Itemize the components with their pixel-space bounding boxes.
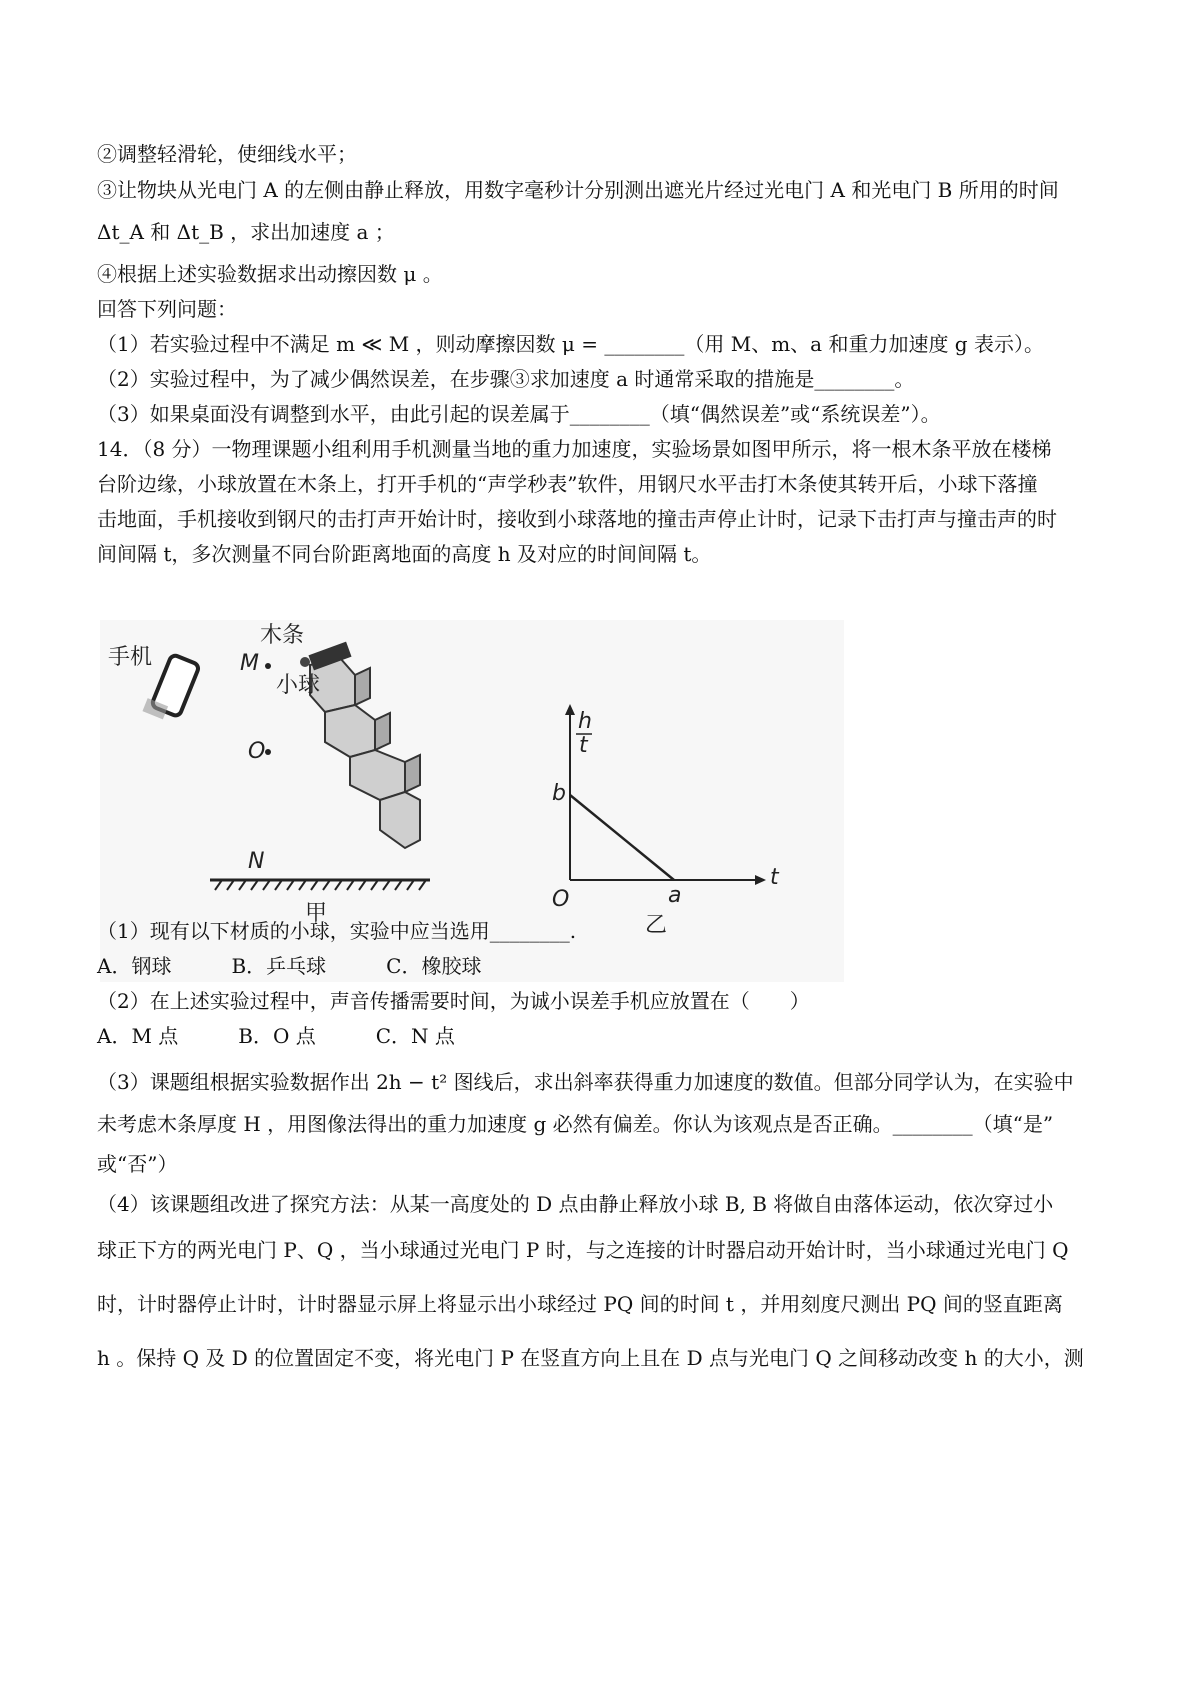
point-o-label: O [248, 739, 266, 764]
caption-yi: 乙 [645, 913, 668, 938]
intercept-a-label: a [668, 883, 682, 908]
ball [300, 657, 310, 667]
text-line-23: h 。保持 Q 及 D 的位置固定不变，将光电门 P 在竖直方向上且在 D 点与光电门 Q 之间移动改变 h 的大小，测 [97, 1346, 1084, 1370]
origin-label: O [552, 887, 570, 912]
point-o [265, 749, 271, 755]
text-line-20: （4）该课题组改进了探究方法：从某一高度处的 D 点由静止释放小球 B, B 将做自由落体运动，依次穿过小 [97, 1192, 1054, 1216]
intercept-b-label: b [552, 781, 566, 806]
text-line-18: 未考虑木条厚度 H ，用图像法得出的重力加速度 g 必然有偏差。你认为该观点是否正确。________（填“是” [97, 1112, 1054, 1136]
text-line-19: 或“否”） [97, 1152, 178, 1176]
text-line-14: A．钢球 B．乒乓球 C．橡胶球 [97, 954, 482, 978]
phone-label: 手机 [108, 645, 153, 670]
y-label-denominator: t [579, 733, 588, 758]
point-m [265, 663, 271, 669]
text-line-22: 时，计时器停止计时，计时器显示屏上将显示出小球经过 PQ 间的时间 t ，并用刻度尺测出 PQ 间的竖直距离 [97, 1292, 1063, 1316]
text-line-16: A．M 点 B．O 点 C．N 点 [97, 1024, 455, 1048]
text-line-8: （3）如果桌面没有调整到水平，由此引起的误差属于________（填“偶然误差”或“系统误差”）。 [97, 402, 941, 426]
text-line-13: （1）现有以下材质的小球，实验中应当选用________. [97, 919, 577, 943]
stick-label: 木条 [260, 623, 305, 648]
point-n-label: N [248, 849, 265, 874]
text-line-7: （2）实验过程中，为了减少偶然误差，在步骤③求加速度 a 时通常采取的措施是________。 [97, 367, 915, 391]
text-line-21: 球正下方的两光电门 P、Q ，当小球通过光电门 P 时，与之连接的计时器启动开始计时，当小球通过光电门 Q [97, 1238, 1069, 1262]
text-line-6: （1）若实验过程中不满足 m ≪ M ，则动摩擦因数 μ = ________（用 M、m、a 和重力加速度 g 表示）。 [97, 332, 1044, 356]
text-line-10: 台阶边缘，小球放置在木条上，打开手机的“声学秒表”软件，用钢尺水平击打木条使其转开后，小球下落撞 [97, 472, 1038, 496]
text-line-2: ③让物块从光电门 A 的左侧由静止释放，用数字毫秒计分别测出遮光片经过光电门 A 和光电门 B 所用的时间 [97, 178, 1059, 202]
text-line-11: 击地面，手机接收到钢尺的击打声开始计时，接收到小球落地的撞击声停止计时，记录下击打声与撞击声的时 [97, 507, 1057, 531]
text-line-3: Δt_A 和 Δt_B ，求出加速度 a ； [97, 220, 395, 244]
x-axis-label: t [770, 865, 779, 890]
text-line-12: 间间隔 t，多次测量不同台阶距离地面的高度 h 及对应的时间间隔 t。 [97, 542, 712, 566]
text-line-5: 回答下列问题： [97, 297, 237, 321]
text-line-1: ②调整轻滑轮，使细线水平； [97, 142, 357, 166]
text-line-9: 14．（8 分）一物理课题小组利用手机测量当地的重力加速度，实验场景如图甲所示，将一根木条平放在楼梯 [97, 437, 1052, 461]
text-line-15: （2）在上述实验过程中，声音传播需要时间，为诚小误差手机应放置在（ ） [97, 989, 810, 1013]
text-line-17: （3）课题组根据实验数据作出 2h − t² 图线后，求出斜率获得重力加速度的数值。但部分同学认为，在实验中 [97, 1070, 1074, 1094]
caption-jia: 甲 [305, 901, 328, 926]
y-label-numerator: h [578, 709, 592, 734]
text-line-4: ④根据上述实验数据求出动擦因数 μ 。 [97, 262, 443, 286]
point-m-label: M [240, 651, 259, 676]
ball-label: 小球 [276, 673, 321, 698]
